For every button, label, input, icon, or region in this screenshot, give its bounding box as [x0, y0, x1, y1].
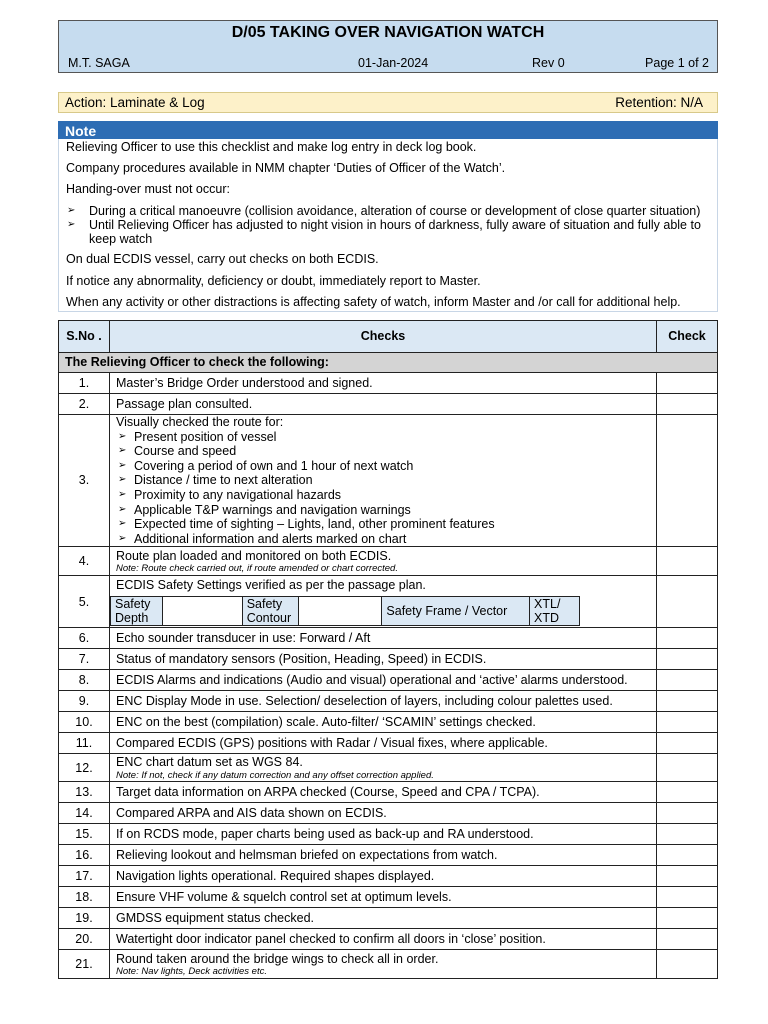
row-text: Echo sounder transducer in use: Forward / Aft: [110, 628, 657, 649]
note-line: Relieving Officer to use this checklist and make log entry in deck log book.: [66, 140, 477, 154]
list-item: ➢ Additional information and alerts marked on chart: [116, 532, 650, 547]
safety-settings-table: [110, 596, 580, 626]
section-row: [59, 353, 718, 373]
table-row: [59, 866, 718, 887]
table-row: [59, 547, 718, 576]
check-cell[interactable]: [657, 373, 718, 394]
table-row: [59, 845, 718, 866]
list-item: ➢ Proximity to any navigational hazards: [116, 488, 650, 503]
row-number: 13.: [59, 782, 110, 803]
checklist-table: [58, 320, 718, 979]
bullet-arrow-icon: ➢: [67, 205, 76, 216]
action-label: Action: Laminate & Log: [65, 95, 205, 110]
row-number: 12.: [59, 754, 110, 782]
row-text: Compared ARPA and AIS data shown on ECDIS.: [110, 803, 657, 824]
row-text: GMDSS equipment status checked.: [110, 908, 657, 929]
check-cell[interactable]: [657, 691, 718, 712]
note-bullet: During a critical manoeuvre (collision avoidance, alteration of course or development of close quarter situation): [89, 204, 701, 218]
list-item: ➢ Course and speed: [116, 444, 650, 459]
xtl-xtd-label: XTL/ XTD: [530, 596, 580, 625]
row-text: Route plan loaded and monitored on both ECDIS.: [116, 548, 392, 563]
table-row: [59, 824, 718, 845]
table-row: [59, 929, 718, 950]
note-line: Handing-over must not occur:: [66, 182, 230, 196]
table-row: [59, 754, 718, 782]
row-number: 3.: [59, 415, 110, 547]
revision: Rev 0: [532, 56, 565, 70]
row-text: Ensure VHF volume & squelch control set at optimum levels.: [110, 887, 657, 908]
row-number: 9.: [59, 691, 110, 712]
row-number: 10.: [59, 712, 110, 733]
row-text: Master’s Bridge Order understood and signed.: [110, 373, 657, 394]
bullet-arrow-icon: ➢: [67, 219, 76, 230]
row-text: Navigation lights operational. Required shapes displayed.: [110, 866, 657, 887]
row-number: 18.: [59, 887, 110, 908]
list-item: ➢ Distance / time to next alteration: [116, 473, 650, 488]
retention-label: Retention: N/A: [615, 95, 703, 110]
list-item: ➢ Applicable T&P warnings and navigation warnings: [116, 503, 650, 518]
row-text: Relieving lookout and helmsman briefed on expectations from watch.: [110, 845, 657, 866]
check-cell[interactable]: [657, 754, 718, 782]
row-number: 8.: [59, 670, 110, 691]
table-row: [59, 733, 718, 754]
row-number: 20.: [59, 929, 110, 950]
table-row: [59, 782, 718, 803]
row-text: Watertight door indicator panel checked to confirm all doors in ‘close’ position.: [110, 929, 657, 950]
row-number: 17.: [59, 866, 110, 887]
safety-contour-label: Safety Contour: [242, 596, 298, 625]
note-line: If notice any abnormality, deficiency or doubt, immediately report to Master.: [66, 274, 481, 288]
row-number: 21.: [59, 950, 110, 979]
row-content: [110, 950, 657, 979]
col-sno-header: S.No .: [59, 321, 110, 353]
vessel-name: M.T. SAGA: [68, 56, 130, 70]
table-row: [59, 712, 718, 733]
check-cell[interactable]: [657, 887, 718, 908]
check-cell[interactable]: [657, 547, 718, 576]
note-heading: Note: [58, 121, 718, 139]
row-text: Round taken around the bridge wings to check all in order.: [116, 951, 439, 966]
safety-depth-value[interactable]: [162, 596, 242, 625]
check-cell[interactable]: [657, 670, 718, 691]
note-line: When any activity or other distractions is affecting safety of watch, inform Master and /or call for additional help.: [66, 295, 681, 309]
page-number: Page 1 of 2: [645, 56, 709, 70]
row-text: Status of mandatory sensors (Position, Heading, Speed) in ECDIS.: [110, 649, 657, 670]
row-text: Compared ECDIS (GPS) positions with Radar / Visual fixes, where applicable.: [110, 733, 657, 754]
table-row: [59, 908, 718, 929]
row-number: 16.: [59, 845, 110, 866]
list-item: ➢ Covering a period of own and 1 hour of next watch: [116, 459, 650, 474]
list-item: ➢ Expected time of sighting – Lights, land, other prominent features: [116, 517, 650, 532]
check-cell[interactable]: [657, 782, 718, 803]
document-date: 01-Jan-2024: [358, 56, 429, 70]
note-line: Company procedures available in NMM chapter ‘Duties of Officer of the Watch’.: [66, 161, 506, 175]
row-content: [110, 576, 657, 628]
row-number: 1.: [59, 373, 110, 394]
row-number: 11.: [59, 733, 110, 754]
note-bullet: Until Relieving Officer has adjusted to night vision in hours of darkness, fully aware of situation and fully able to keep watch: [89, 218, 701, 246]
table-header-row: [59, 321, 718, 353]
check-cell[interactable]: [657, 649, 718, 670]
safety-contour-value[interactable]: [298, 596, 382, 625]
note-line: On dual ECDIS vessel, carry out checks on both ECDIS.: [66, 252, 379, 266]
safety-frame-label: Safety Frame / Vector: [382, 596, 530, 625]
note-body: [58, 139, 718, 312]
row-text: Visually checked the route for:: [116, 415, 284, 429]
row-note: Note: Route check carried out, if route amended or chart corrected.: [116, 563, 398, 575]
document-header: [58, 20, 718, 73]
row-number: 14.: [59, 803, 110, 824]
document-title: D/05 TAKING OVER NAVIGATION WATCH: [231, 24, 545, 41]
check-cell[interactable]: [657, 908, 718, 929]
table-row: [59, 887, 718, 908]
table-row: [59, 394, 718, 415]
table-row: [59, 415, 718, 547]
table-row: [59, 803, 718, 824]
row-text: Target data information on ARPA checked (Course, Speed and CPA / TCPA).: [110, 782, 657, 803]
check-cell[interactable]: [657, 845, 718, 866]
row-number: 15.: [59, 824, 110, 845]
row-text: Passage plan consulted.: [110, 394, 657, 415]
check-cell[interactable]: [657, 866, 718, 887]
row-content: [110, 547, 657, 576]
check-cell[interactable]: [657, 950, 718, 979]
table-row: [59, 649, 718, 670]
check-cell[interactable]: [657, 576, 718, 628]
row-note: Note: Nav lights, Deck activities etc.: [116, 966, 267, 978]
row-text: ECDIS Alarms and indications (Audio and visual) operational and ‘active’ alarms understood.: [110, 670, 657, 691]
row-content: [110, 754, 657, 782]
check-cell[interactable]: [657, 803, 718, 824]
table-row: [59, 950, 718, 979]
table-row: [59, 628, 718, 649]
row-text: ENC chart datum set as WGS 84.: [116, 755, 303, 770]
safety-depth-label: Safety Depth: [111, 596, 163, 625]
check-cell[interactable]: [657, 929, 718, 950]
row-content: [110, 415, 657, 547]
check-cell[interactable]: [657, 712, 718, 733]
table-row: [59, 373, 718, 394]
row-text: ENC Display Mode in use. Selection/ deselection of layers, including colour palettes used.: [110, 691, 657, 712]
check-cell[interactable]: [657, 733, 718, 754]
row-number: 5.: [59, 576, 110, 628]
route-check-list: [116, 430, 650, 547]
row-text: ECDIS Safety Settings verified as per the passage plan.: [116, 578, 426, 593]
row-number: 4.: [59, 547, 110, 576]
row-note: Note: If not, check if any datum correction and any offset correction applied.: [116, 769, 434, 781]
table-row: [59, 670, 718, 691]
check-cell[interactable]: [657, 394, 718, 415]
table-row: [59, 576, 718, 628]
row-number: 6.: [59, 628, 110, 649]
check-cell[interactable]: [657, 824, 718, 845]
action-bar: [58, 92, 718, 113]
row-text: If on RCDS mode, paper charts being used as back-up and RA understood.: [110, 824, 657, 845]
table-row: [59, 691, 718, 712]
col-checks-header: Checks: [110, 321, 657, 353]
row-number: 19.: [59, 908, 110, 929]
row-number: 2.: [59, 394, 110, 415]
row-text: ENC on the best (compilation) scale. Auto-filter/ ‘SCAMIN’ settings checked.: [110, 712, 657, 733]
row-number: 7.: [59, 649, 110, 670]
check-cell[interactable]: [657, 628, 718, 649]
check-cell[interactable]: [657, 415, 718, 547]
list-item: ➢ Present position of vessel: [116, 430, 650, 445]
col-check-header: Check: [657, 321, 718, 353]
section-title: The Relieving Officer to check the following:: [59, 353, 718, 373]
